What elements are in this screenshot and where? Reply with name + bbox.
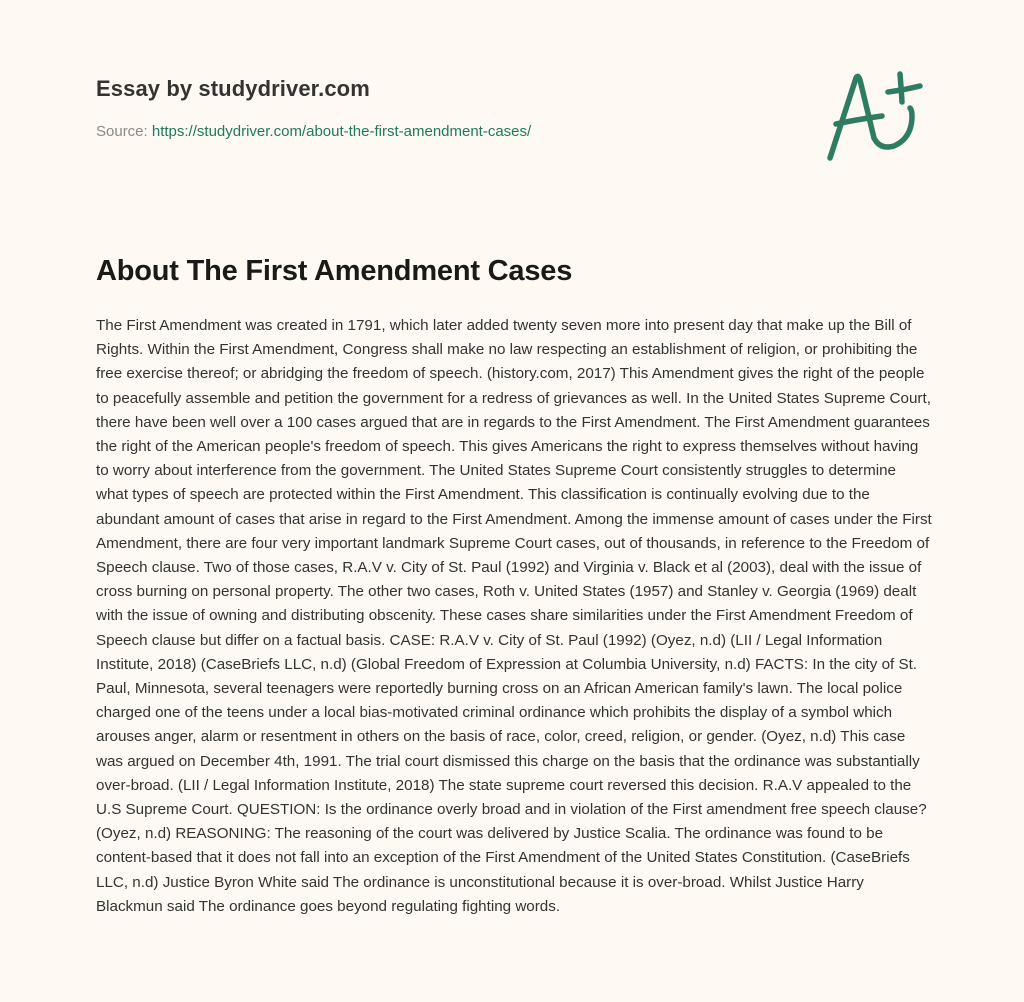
source-label: Source: <box>96 123 152 140</box>
source-line <box>96 123 531 140</box>
essay-header <box>96 0 928 200</box>
article-body: The First Amendment was created in 1791, which later added twenty seven more into present day that make up the Bill of Rights. Within the First Amendment, Congress shall make no law respecting an establishment of religion, or prohibiting the free exercise thereof; or abridging the freedom of speech. (history.com, 2017) This Amendment gives the right of the people to peacefully assemble and petition the government for a redress of grievances as well. In the United States Supreme Court, there have been well over a 100 cases argued that are in regards to the First Amendment. The First Amendment guarantees the right of the American people's freedom of speech. This gives Americans the right to express themselves without having to worry about interference from the government. The United States Supreme Court consistently struggles to determine what types of speech are protected within the First Amendment. This classification is continually evolving due to the abundant amount of cases that arise in regard to the First Amendment. Among the immense amount of cases under the First Amendment, there are four very important landmark Supreme Court cases, out of thousands, in reference to the Freedom of Speech clause. Two of those cases, R.A.V v. City of St. Paul (1992) and Virginia v. Black et al (2003), deal with the issue of cross burning on personal property. The other two cases, Roth v. United States (1957) and Stanley v. Georgia (1969) dealt with the issue of owning and distributing obscenity. These cases share similarities under the First Amendment Freedom of Speech clause but differ on a factual basis. CASE: R.A.V v. City of St. Paul (1992) (Oyez, n.d) (LII / Legal Information Institute, 2018) (CaseBriefs LLC, n.d) (Global Freedom of Expression at Columbia University, n.d) FACTS: In the city of St. Paul, Minnesota, several teenagers were reportedly burning cross on an African American family's lawn. The local police charged one of the teens under a local bias-motivated criminal ordinance which prohibits the display of a symbol which arouses anger, alarm or resentment in others on the basis of race, color, creed, religion, or gender. (Oyez, n.d) This case was argued on December 4th, 1991. The trial court dismissed this charge on the basis that the ordinance was substantially over-broad. (LII / Legal Information Institute, 2018) The state supreme court reversed this decision. R.A.V appealed to the U.S Supreme Court. QUESTION: Is the ordinance overly broad and in violation of the First amendment free speech clause? (Oyez, n.d) REASONING: The reasoning of the court was delivered by Justice Scalia. The ordinance was found to be content-based that it does not fall into an exception of the First Amendment of the United States Constitution. (CaseBriefs LLC, n.d) Justice Byron White said The ordinance is unconstitutional because it is over-broad. Whilst Justice Harry Blackmun said The ordinance goes beyond regulating fighting words. <box>96 317 932 915</box>
site-title: Essay by studydriver.com <box>96 76 370 101</box>
article-title: About The First Amendment Cases <box>96 255 573 287</box>
source-link[interactable]: https://studydriver.com/about-the-first-amendment-cases/ <box>151 123 532 140</box>
a-plus-grade-icon <box>822 64 932 164</box>
